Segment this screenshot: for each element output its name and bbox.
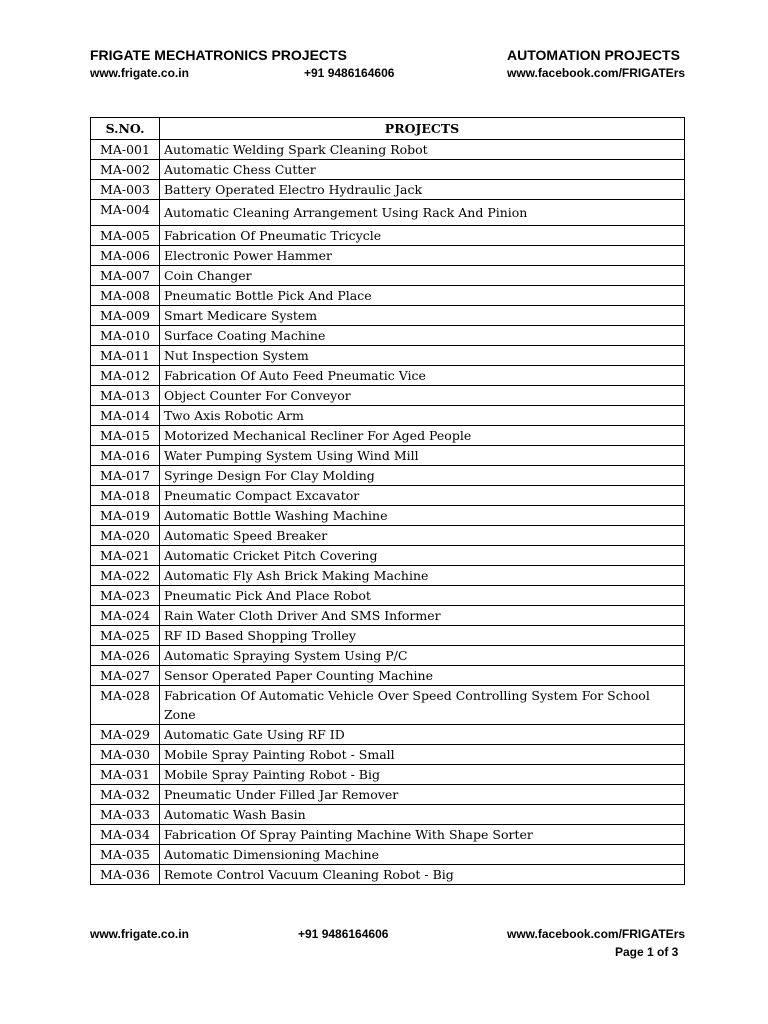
table-row <box>91 406 685 426</box>
table-row <box>91 805 685 825</box>
table-row <box>91 566 685 586</box>
footer-website: www.frigate.co.in <box>90 927 189 941</box>
project-code: MA-020 <box>91 526 160 546</box>
project-code: MA-031 <box>91 765 160 785</box>
project-code: MA-017 <box>91 466 160 486</box>
project-code: MA-036 <box>91 865 160 885</box>
project-name: Motorized Mechanical Recliner For Aged People <box>160 426 685 446</box>
table-row <box>91 286 685 306</box>
table-row <box>91 666 685 686</box>
project-name: Object Counter For Conveyor <box>160 386 685 406</box>
table-header-row <box>91 118 685 140</box>
project-name: Fabrication Of Automatic Vehicle Over Speed Controlling System For School Zone <box>160 686 685 725</box>
project-name: Automatic Dimensioning Machine <box>160 845 685 865</box>
category-title: AUTOMATION PROJECTS <box>507 47 680 63</box>
table-row <box>91 546 685 566</box>
project-code: MA-028 <box>91 686 160 725</box>
project-code: MA-005 <box>91 226 160 246</box>
project-name: Automatic Cleaning Arrangement Using Rack And Pinion <box>160 200 685 226</box>
header-phone: +91 9486164606 <box>304 66 395 80</box>
project-name: Fabrication Of Auto Feed Pneumatic Vice <box>160 366 685 386</box>
projects-table <box>90 117 685 885</box>
table-row <box>91 246 685 266</box>
project-code: MA-019 <box>91 506 160 526</box>
table-row <box>91 160 685 180</box>
table-row <box>91 326 685 346</box>
table-row <box>91 686 685 725</box>
project-code: MA-022 <box>91 566 160 586</box>
table-row <box>91 845 685 865</box>
project-code: MA-018 <box>91 486 160 506</box>
table-row <box>91 526 685 546</box>
project-code: MA-011 <box>91 346 160 366</box>
project-name: Two Axis Robotic Arm <box>160 406 685 426</box>
project-code: MA-021 <box>91 546 160 566</box>
project-code: MA-006 <box>91 246 160 266</box>
table-row <box>91 486 685 506</box>
table-row <box>91 865 685 885</box>
project-code: MA-013 <box>91 386 160 406</box>
project-name: Automatic Speed Breaker <box>160 526 685 546</box>
project-name: Mobile Spray Painting Robot - Big <box>160 765 685 785</box>
header-website: www.frigate.co.in <box>90 66 189 80</box>
project-name: Nut Inspection System <box>160 346 685 366</box>
project-name: Electronic Power Hammer <box>160 246 685 266</box>
project-code: MA-035 <box>91 845 160 865</box>
project-code: MA-008 <box>91 286 160 306</box>
project-name: Surface Coating Machine <box>160 326 685 346</box>
company-title: FRIGATE MECHATRONICS PROJECTS <box>90 47 347 63</box>
header-facebook: www.facebook.com/FRIGATErs <box>507 66 686 80</box>
project-code: MA-002 <box>91 160 160 180</box>
project-code: MA-003 <box>91 180 160 200</box>
project-name: Mobile Spray Painting Robot - Small <box>160 745 685 765</box>
column-header-projects: PROJECTS <box>160 118 685 140</box>
project-code: MA-023 <box>91 586 160 606</box>
table-row <box>91 306 685 326</box>
project-code: MA-012 <box>91 366 160 386</box>
column-header-sno: S.NO. <box>91 118 160 140</box>
table-row <box>91 386 685 406</box>
footer-phone: +91 9486164606 <box>298 927 389 941</box>
project-code: MA-015 <box>91 426 160 446</box>
project-code: MA-026 <box>91 646 160 666</box>
project-code: MA-025 <box>91 626 160 646</box>
project-code: MA-016 <box>91 446 160 466</box>
project-name: Rain Water Cloth Driver And SMS Informer <box>160 606 685 626</box>
table-row <box>91 606 685 626</box>
project-code: MA-001 <box>91 140 160 160</box>
project-name: Sensor Operated Paper Counting Machine <box>160 666 685 686</box>
project-name: Remote Control Vacuum Cleaning Robot - Big <box>160 865 685 885</box>
table-row <box>91 506 685 526</box>
project-name: Smart Medicare System <box>160 306 685 326</box>
project-code: MA-014 <box>91 406 160 426</box>
table-row <box>91 180 685 200</box>
table-row <box>91 140 685 160</box>
table-row <box>91 266 685 286</box>
project-name: Automatic Welding Spark Cleaning Robot <box>160 140 685 160</box>
table-row <box>91 200 685 226</box>
project-name: Automatic Cricket Pitch Covering <box>160 546 685 566</box>
table-row <box>91 586 685 606</box>
project-name: Automatic Fly Ash Brick Making Machine <box>160 566 685 586</box>
project-name: Fabrication Of Spray Painting Machine With Shape Sorter <box>160 825 685 845</box>
table-row <box>91 785 685 805</box>
project-name: Automatic Wash Basin <box>160 805 685 825</box>
project-code: MA-033 <box>91 805 160 825</box>
table-row <box>91 725 685 745</box>
project-name: Pneumatic Bottle Pick And Place <box>160 286 685 306</box>
project-code: MA-034 <box>91 825 160 845</box>
project-name: Pneumatic Compact Excavator <box>160 486 685 506</box>
project-code: MA-024 <box>91 606 160 626</box>
project-name: Automatic Gate Using RF ID <box>160 725 685 745</box>
table-row <box>91 366 685 386</box>
project-code: MA-032 <box>91 785 160 805</box>
table-row <box>91 765 685 785</box>
table-row <box>91 346 685 366</box>
table-row <box>91 626 685 646</box>
project-name: Fabrication Of Pneumatic Tricycle <box>160 226 685 246</box>
project-code: MA-030 <box>91 745 160 765</box>
project-code: MA-007 <box>91 266 160 286</box>
project-name: Pneumatic Under Filled Jar Remover <box>160 785 685 805</box>
footer-facebook: www.facebook.com/FRIGATErs <box>507 927 686 941</box>
project-name: RF ID Based Shopping Trolley <box>160 626 685 646</box>
table-row <box>91 646 685 666</box>
project-name: Pneumatic Pick And Place Robot <box>160 586 685 606</box>
table-row <box>91 446 685 466</box>
project-name: Water Pumping System Using Wind Mill <box>160 446 685 466</box>
project-code: MA-027 <box>91 666 160 686</box>
table-row <box>91 825 685 845</box>
project-name: Syringe Design For Clay Molding <box>160 466 685 486</box>
project-name: Automatic Chess Cutter <box>160 160 685 180</box>
table-row <box>91 226 685 246</box>
project-code: MA-009 <box>91 306 160 326</box>
table-row <box>91 745 685 765</box>
project-code: MA-029 <box>91 725 160 745</box>
project-name: Automatic Spraying System Using P/C <box>160 646 685 666</box>
page-number: Page 1 of 3 <box>615 945 679 959</box>
project-name: Coin Changer <box>160 266 685 286</box>
project-code: MA-004 <box>91 200 160 226</box>
project-name: Battery Operated Electro Hydraulic Jack <box>160 180 685 200</box>
project-code: MA-010 <box>91 326 160 346</box>
table-row <box>91 466 685 486</box>
project-name: Automatic Bottle Washing Machine <box>160 506 685 526</box>
table-row <box>91 426 685 446</box>
table-body <box>91 140 685 885</box>
